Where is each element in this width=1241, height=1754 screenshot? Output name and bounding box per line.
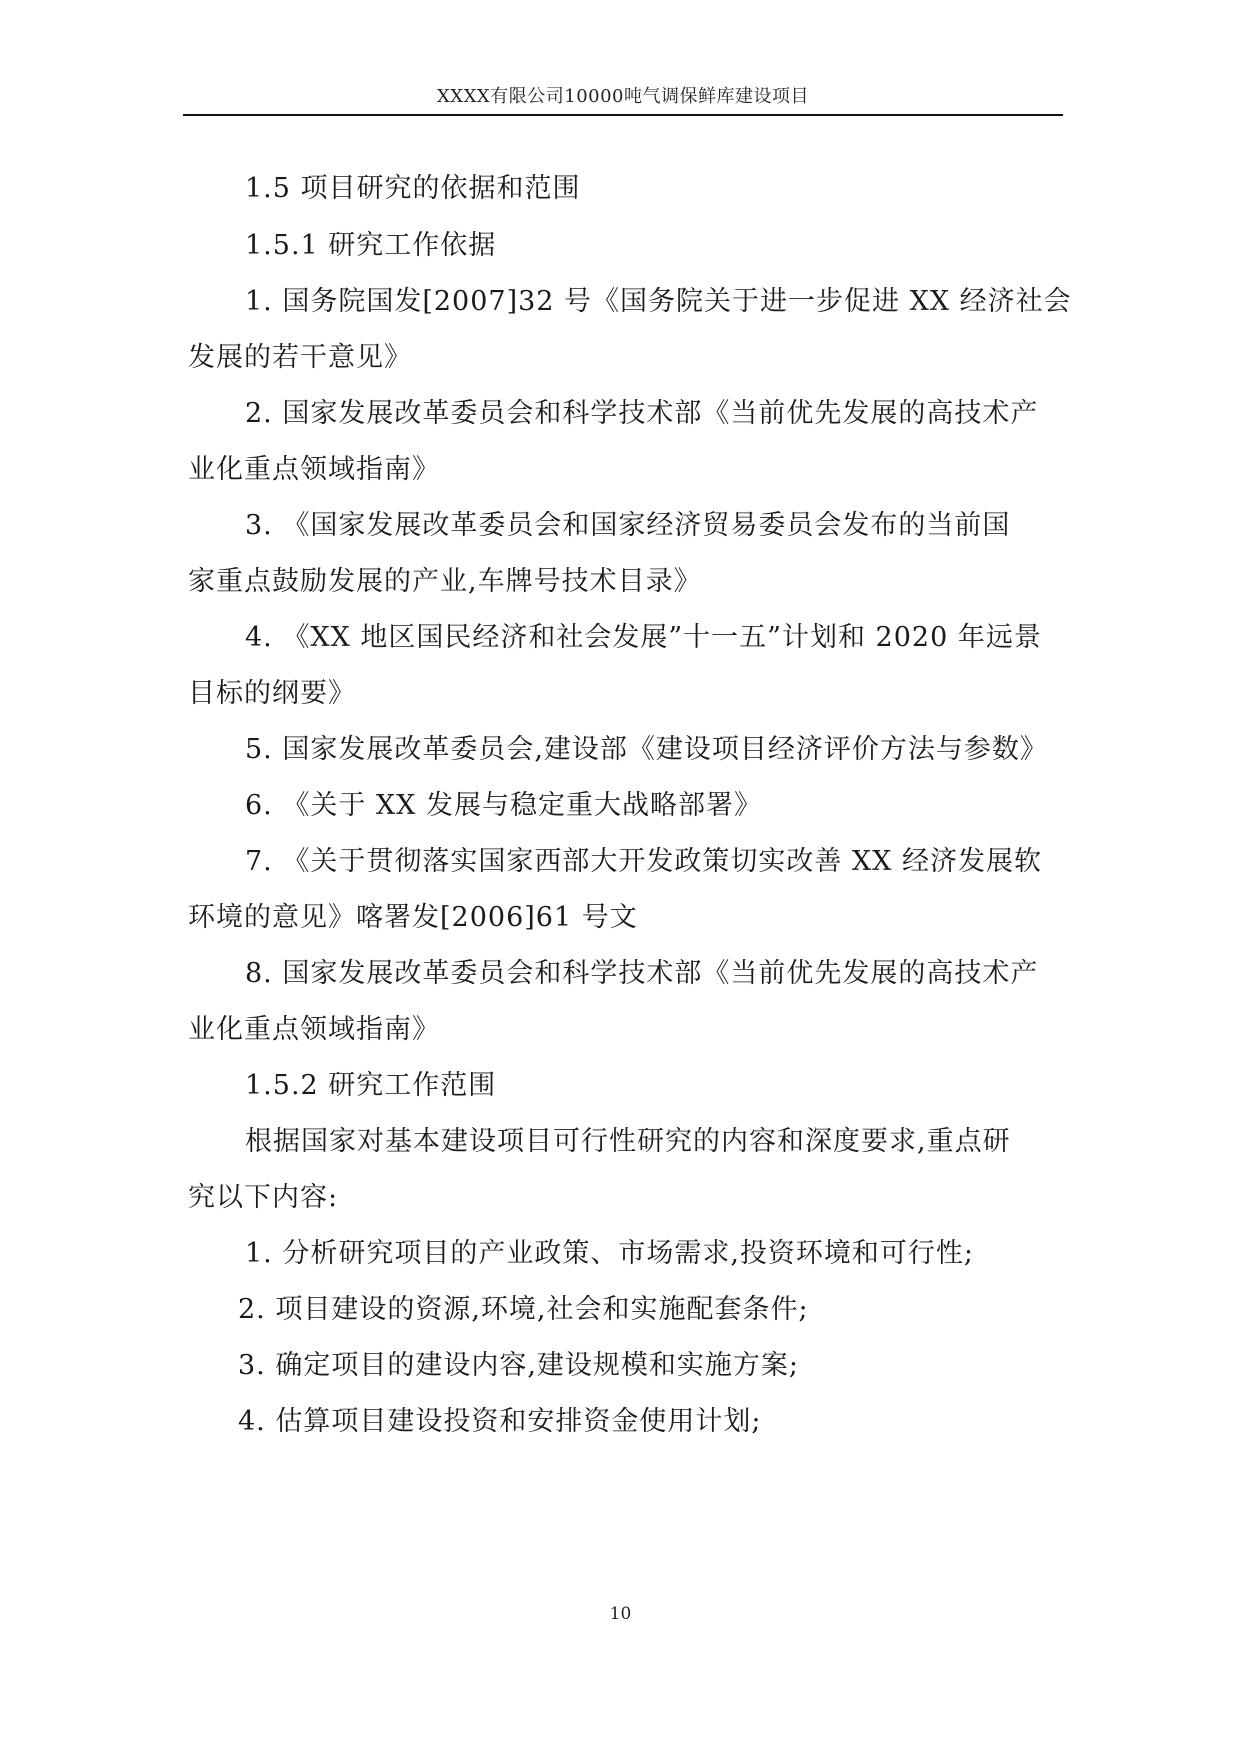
paragraph-line: 4. 《XX 地区国民经济和社会发展”十一五”计划和 2020 年远景 (245, 622, 1042, 653)
running-header: XXXX有限公司10000吨气调保鲜库建设项目 (436, 86, 810, 107)
paragraph-line: 根据国家对基本建设项目可行性研究的内容和深度要求,重点研 (245, 1126, 1011, 1157)
list-item: 4. 估算项目建设投资和安排资金使用计划; (238, 1406, 762, 1437)
paragraph-line: 5. 国家发展改革委员会,建设部《建设项目经济评价方法与参数》 (245, 734, 1048, 765)
header-rule (183, 114, 1063, 116)
list-item: 1. 分析研究项目的产业政策、市场需求,投资环境和可行性; (245, 1238, 975, 1269)
list-item: 2. 项目建设的资源,环境,社会和实施配套条件; (238, 1294, 809, 1325)
list-item: 3. 确定项目的建设内容,建设规模和实施方案; (238, 1350, 800, 1381)
section-heading-1-5: 1.5 项目研究的依据和范围 (245, 173, 581, 204)
paragraph-line: 8. 国家发展改革委员会和科学技术部《当前优先发展的高技术产 (245, 958, 1039, 989)
paragraph-line: 7. 《关于贯彻落实国家西部大开发政策切实改善 XX 经济发展软 (245, 846, 1042, 877)
paragraph-line: 发展的若干意见》 (188, 342, 412, 373)
paragraph-line: 业化重点领域指南》 (188, 1014, 440, 1045)
subsection-heading-1-5-1: 1.5.1 研究工作依据 (245, 230, 497, 261)
paragraph-line: 1. 国务院国发[2007]32 号《国务院关于进一步促进 XX 经济社会 (245, 286, 1072, 317)
page-number: 10 (609, 1604, 632, 1624)
paragraph-line: 家重点鼓励发展的产业,车牌号技术目录》 (188, 566, 702, 597)
paragraph-line: 业化重点领域指南》 (188, 454, 440, 485)
paragraph-line: 目标的纲要》 (188, 678, 356, 709)
paragraph-line: 2. 国家发展改革委员会和科学技术部《当前优先发展的高技术产 (245, 398, 1039, 429)
paragraph-line: 究以下内容: (188, 1182, 339, 1213)
paragraph-line: 3. 《国家发展改革委员会和国家经济贸易委员会发布的当前国 (245, 510, 1011, 541)
subsection-heading-1-5-2: 1.5.2 研究工作范围 (245, 1070, 497, 1101)
paragraph-line: 6. 《关于 XX 发展与稳定重大战略部署》 (245, 790, 762, 821)
paragraph-line: 环境的意见》喀署发[2006]61 号文 (188, 902, 638, 933)
